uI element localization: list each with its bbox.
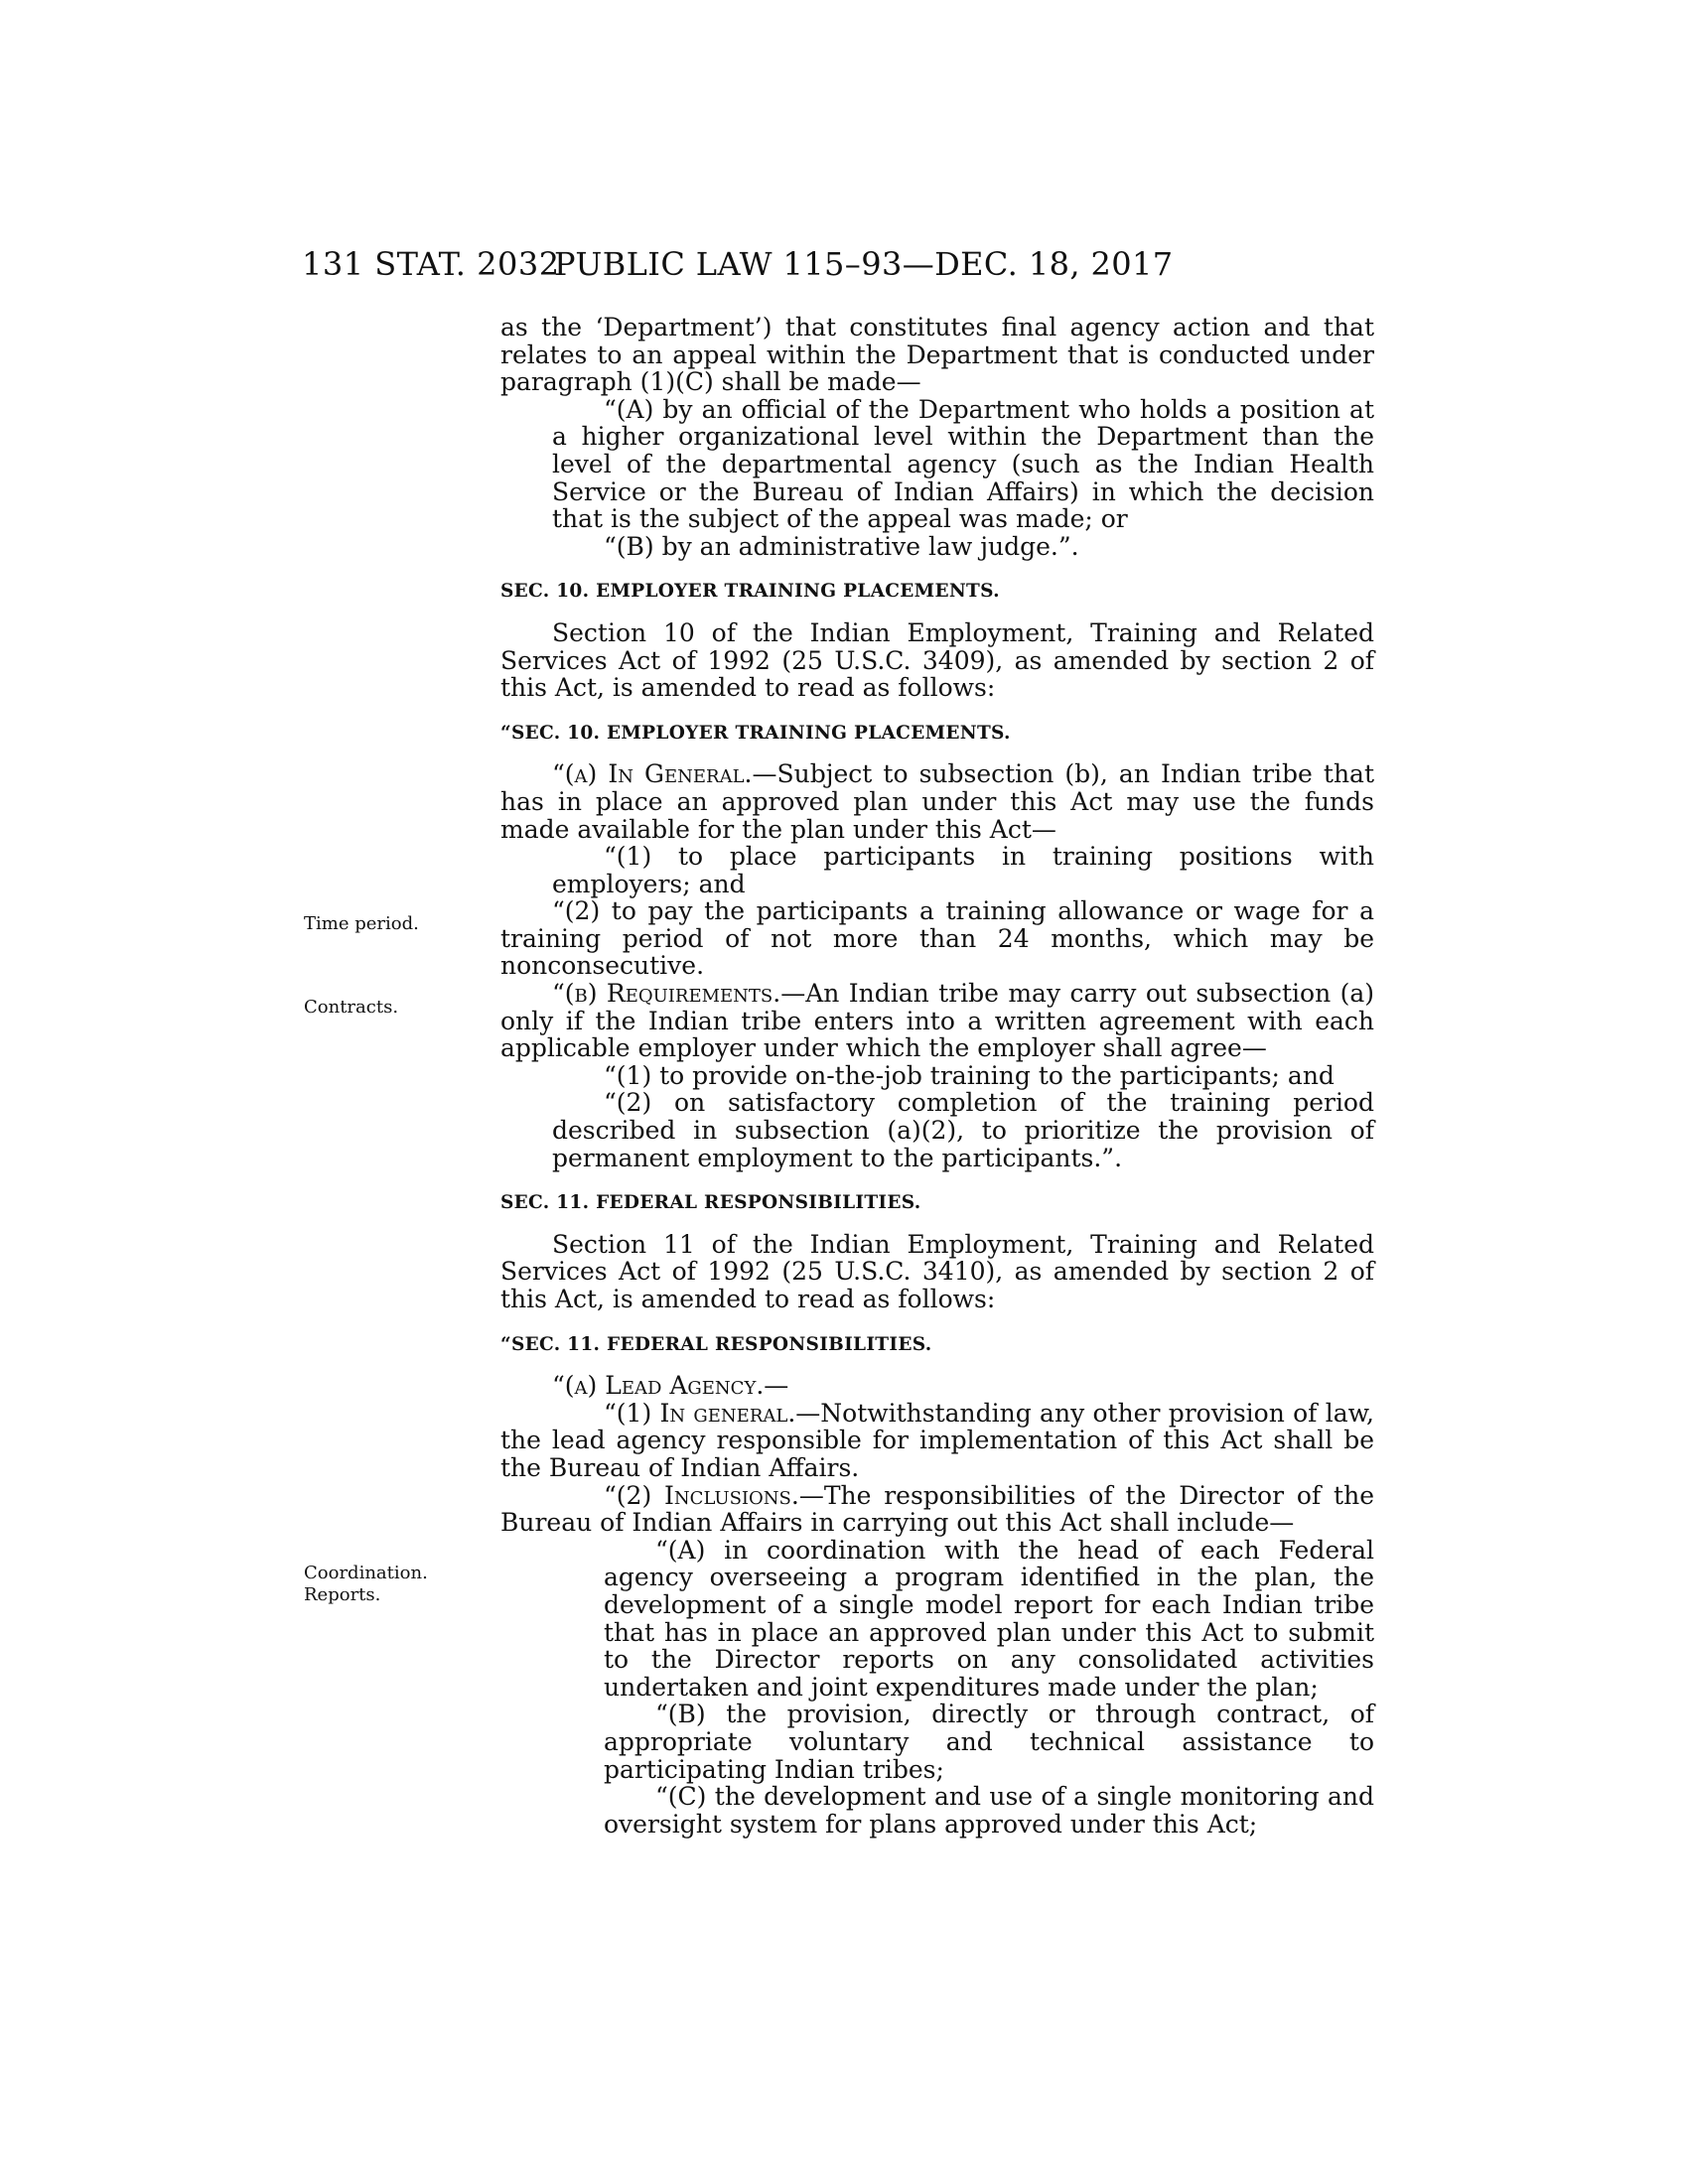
- paragraph: [500, 980, 1374, 1062]
- paragraph: [500, 1400, 1374, 1482]
- margin-note-time-period: Time period.: [304, 913, 419, 934]
- subsection-label: “(a) In General.: [552, 759, 753, 789]
- paragraph: “(C) the development and use of a single monitoring and oversight system for plans approved under this Act;: [604, 1782, 1374, 1839]
- paragraph: “(1) to provide on-the-job training to the participants; and: [604, 1060, 1335, 1090]
- paragraph: “(1) to place participants in training positions with employers; and: [552, 842, 1374, 898]
- section-heading: “SEC. 10. EMPLOYER TRAINING PLACEMENTS.: [500, 722, 1011, 744]
- paragraph: “(A) in coordination with the head of each Federal agency overseeing a program identified in the plan, the development of a single model report for each Indian tribe that has in place an approved plan under this Act to submit to the Director reports on any consolidated activities undertaken and joint expenditures made under the plan;: [604, 1535, 1374, 1702]
- paragraph: Section 10 of the Indian Employment, Training and Related Services Act of 1992 (25 U.S.C. 3409), as amended by section 2 of this Act, is amended to read as follows:: [500, 617, 1374, 703]
- paragraph-text: “(2) to pay the participants a training allowance or wage for a training period of not more than 24 months, which may be nonconsecutive.: [500, 896, 1374, 981]
- subsection-label: “(b) Requirements.: [552, 979, 781, 1009]
- subsection-text: —An Indian tribe may carry out subsection (a) only if the Indian tribe enters into a written agreement with each applicable employer under which the employer shall agree—: [500, 979, 1374, 1063]
- margin-note-reports: Reports.: [304, 1584, 381, 1605]
- paragraph-text: —Notwithstanding any other provision of law, the lead agency responsible for implementation of this Act shall be the Bureau of Indian Affairs.: [500, 1398, 1374, 1482]
- subsection-label: “(a) Lead Agency.: [552, 1371, 765, 1401]
- section-heading: “SEC. 11. FEDERAL RESPONSIBILITIES.: [500, 1333, 932, 1355]
- paragraph: [500, 760, 1374, 843]
- section-heading: SEC. 10. EMPLOYER TRAINING PLACEMENTS.: [500, 581, 1000, 603]
- margin-note-coordination: Coordination.: [304, 1563, 428, 1583]
- paragraph: “(B) the provision, directly or through contract, of appropriate voluntary and technical assistance to participating Indian tribes;: [604, 1700, 1374, 1784]
- subsection-text: —Subject to subsection (b), an Indian tribe that has in place an approved plan under this Act may use the funds made available for the plan under this Act—: [500, 759, 1375, 844]
- paragraph: as the ‘Department’) that constitutes final agency action and that relates to an appeal within the Department that is conducted under paragraph (1)(C) shall be made—: [500, 313, 1374, 397]
- page-reference: 131 STAT. 2032: [302, 245, 560, 283]
- margin-note-contracts: Contracts.: [304, 997, 399, 1018]
- subsection-dash: —: [764, 1371, 789, 1401]
- body-text: [500, 314, 1374, 1838]
- paragraph-text: —The responsibilities of the Director of the Bureau of Indian Affairs in carrying out this Act shall include—: [500, 1480, 1375, 1538]
- paragraph-label: “(1) In general.: [604, 1398, 796, 1428]
- paragraph: “(2) on satisfactory completion of the training period described in subsection (a)(2), to prioritize the provision of permanent employment to the participants.”.: [552, 1088, 1374, 1172]
- paragraph-label: “(2) Inclusions.: [604, 1480, 799, 1510]
- paragraph: “(A) by an official of the Department who holds a position at a higher organizational level within the Department than the level of the departmental agency (such as the Indian Health Service or the Bureau of Indian Affairs) in which the decision that is the subject of the appeal was made; or: [552, 394, 1374, 534]
- paragraph: Section 11 of the Indian Employment, Training and Related Services Act of 1992 (25 U.S.C. 3410), as amended by section 2 of this Act, is amended to read as follows:: [500, 1229, 1374, 1313]
- paragraph: [449, 897, 1374, 980]
- paragraph: “(B) by an administrative law judge.”.: [604, 531, 1079, 561]
- section-heading: SEC. 11. FEDERAL RESPONSIBILITIES.: [500, 1192, 921, 1214]
- running-header-title: PUBLIC LAW 115–93—DEC. 18, 2017: [554, 245, 1174, 283]
- paragraph: [500, 1372, 1374, 1400]
- paragraph: [500, 1482, 1374, 1537]
